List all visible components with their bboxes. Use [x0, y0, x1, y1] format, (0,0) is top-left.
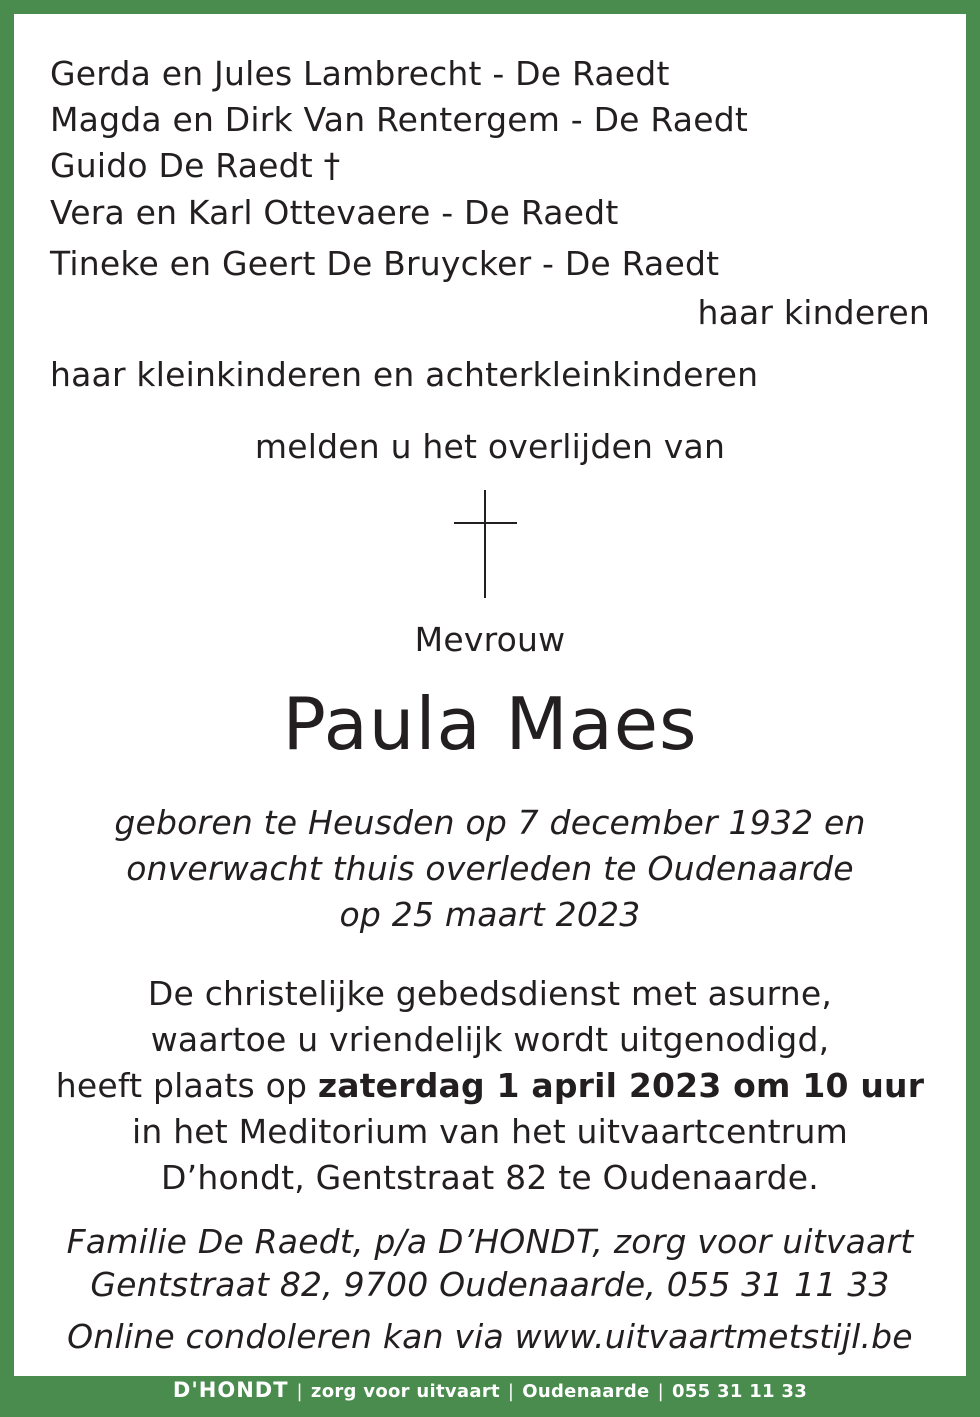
salutation: Mevrouw [414, 620, 566, 659]
footer-tagline: zorg voor uitvaart [310, 1381, 500, 1402]
children-label: haar kinderen [697, 293, 930, 332]
death-line: onverwacht thuis overleden te Oudenaarde [126, 849, 854, 888]
service-prefix: heeft plaats op [55, 1066, 308, 1105]
footer-separator: | [657, 1381, 664, 1402]
grandchildren-line: haar kleinkinderen en achterkleinkinderen [50, 355, 759, 394]
service-line: De christelijke gebedsdienst met asurne, [147, 974, 833, 1013]
service-line: waartoe u vriendelijk wordt uitgenodigd, [150, 1020, 830, 1059]
online-condolence-line[interactable]: Online condoleren kan via www.uitvaartmetstijl.be [67, 1317, 913, 1356]
footer-city: Oudenaarde [522, 1381, 650, 1402]
footer-separator: | [296, 1381, 303, 1402]
contact-address-line: Gentstraat 82, 9700 Oudenaarde, 055 31 11 33 [90, 1265, 890, 1304]
death-date-line: op 25 maart 2023 [339, 895, 641, 934]
service-datetime: zaterdag 1 april 2023 om 10 uur [317, 1066, 925, 1105]
relative-line: Gerda en Jules Lambrecht - De Raedt [50, 54, 670, 93]
brand-logo: D'HONDT [172, 1378, 289, 1402]
relative-line: Magda en Dirk Van Rentergem - De Raedt [50, 100, 748, 139]
service-address-line: D’hondt, Gentstraat 82 te Oudenaarde. [161, 1158, 819, 1197]
service-location-line: in het Meditorium van het uitvaartcentrum [132, 1112, 848, 1151]
obituary-card [14, 14, 966, 1376]
deceased-name: Paula Maes [282, 682, 698, 766]
birth-line: geboren te Heusden op 7 december 1932 en [114, 803, 866, 842]
contact-line: Familie De Raedt, p/a D’HONDT, zorg voor uitvaart [66, 1222, 914, 1261]
footer-phone: 055 31 11 33 [671, 1381, 808, 1402]
relative-line: Vera en Karl Ottevaere - De Raedt [50, 193, 619, 232]
announcement-line: melden u het overlijden van [254, 427, 726, 466]
relative-line: Guido De Raedt † [50, 146, 341, 185]
relative-line: Tineke en Geert De Bruycker - De Raedt [50, 244, 720, 283]
footer-separator: | [507, 1381, 515, 1402]
footer-bar [0, 1376, 980, 1417]
service-datetime-line [14, 1066, 966, 1105]
